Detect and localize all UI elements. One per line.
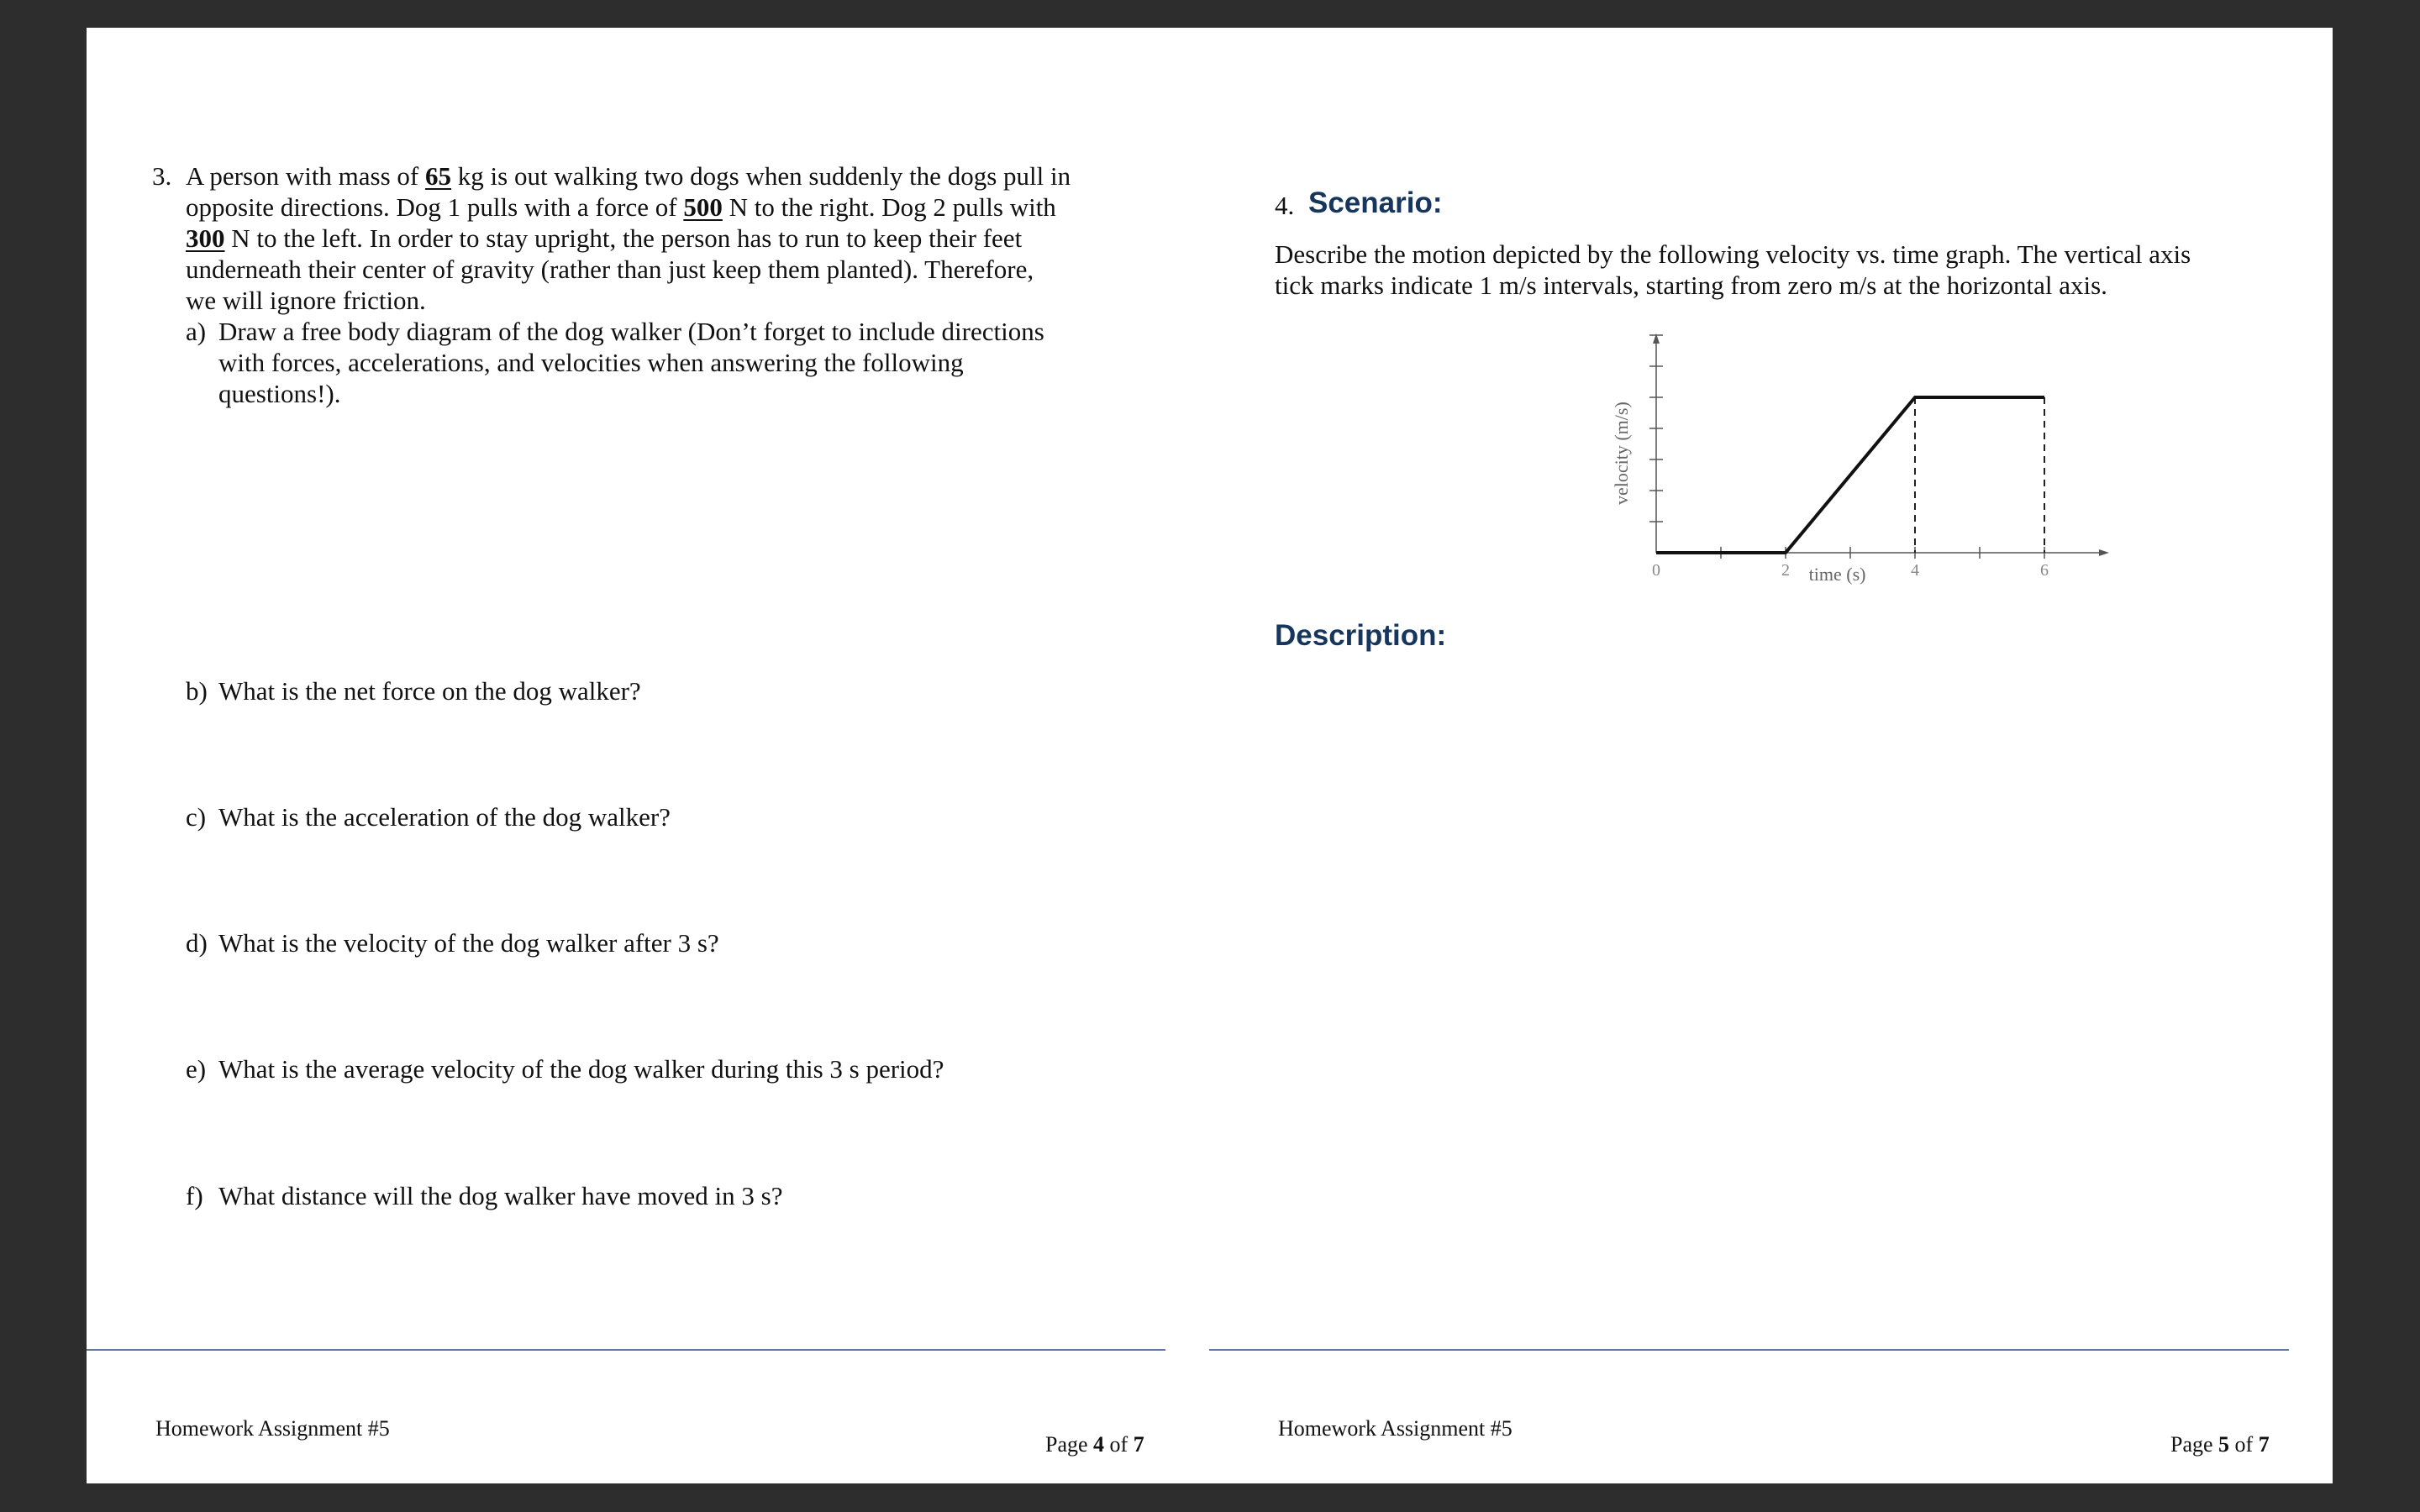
x-tick-label: 6 [2040, 561, 2049, 580]
footer-title-right: Homework Assignment #5 [1278, 1416, 1512, 1441]
velocity-time-graph [1507, 322, 2128, 616]
part-e-label: e) [186, 1054, 207, 1084]
part-a-text: Draw a free body diagram of the dog walker (Don’t forget to include directions with forces, accelerations, and velocities when answering the following questions!). [218, 317, 1044, 408]
intro-line-5: we will ignore friction. [186, 286, 426, 315]
footer-divider-right [1209, 1349, 2289, 1351]
intro-line-3: 300 N to the left. In order to stay upright, the person has to run to keep their feet [186, 223, 1023, 253]
part-f-text: What distance will the dog walker have moved in 3 s? [218, 1181, 783, 1210]
part-b-label: b) [186, 676, 208, 706]
dog2-force-value: 300 [186, 223, 225, 253]
y-axis-label: velocity (m/s) [1611, 402, 1632, 506]
x-tick-label: 4 [1911, 561, 1919, 580]
footer-title-left: Homework Assignment #5 [155, 1416, 390, 1441]
footer-divider-left [87, 1349, 1165, 1351]
intro-line-4: underneath their center of gravity (rather than just keep them planted). Therefore, [186, 255, 1034, 284]
question-4-number: 4. [1275, 191, 1295, 220]
part-c-text: What is the acceleration of the dog walker? [218, 802, 671, 832]
footer-page-left: Page 4 of 7 [1045, 1432, 1144, 1457]
mass-value: 65 [425, 161, 452, 191]
description-heading: Description: [1275, 619, 1447, 652]
question-3-number: 3. [152, 161, 172, 191]
part-d-label: d) [186, 928, 208, 958]
part-e-text: What is the average velocity of the dog walker during this 3 s period? [218, 1054, 944, 1084]
question-4-description: Describe the motion depicted by the following velocity vs. time graph. The vertical axis tick marks indicate 1 m/s intervals, starting from zero m/s at the horizontal axis. [1275, 239, 2191, 300]
dog1-force-value: 500 [683, 192, 723, 222]
footer-page-right: Page 5 of 7 [2170, 1432, 2270, 1457]
x-axis-label: time (s) [1808, 564, 1866, 585]
x-tick-label: 2 [1781, 561, 1790, 580]
part-c-label: c) [186, 802, 207, 832]
question-3-intro [186, 160, 1071, 316]
part-f-label: f) [186, 1181, 203, 1210]
x-axis-arrow [2099, 549, 2109, 556]
part-a-label: a) [186, 317, 207, 346]
intro-line-2: opposite directions. Dog 1 pulls with a force of 500 N to the right. Dog 2 pulls with [186, 192, 1056, 222]
intro-line-1: A person with mass of 65 kg is out walking two dogs when suddenly the dogs pull in [186, 161, 1071, 191]
velocity-series-line [1656, 397, 2044, 553]
document-sheet [87, 28, 2333, 1483]
x-tick-label: 0 [1652, 561, 1660, 580]
scenario-heading: Scenario: [1308, 186, 1443, 219]
part-d-text: What is the velocity of the dog walker after 3 s? [218, 928, 719, 958]
part-b-text: What is the net force on the dog walker? [218, 676, 641, 706]
